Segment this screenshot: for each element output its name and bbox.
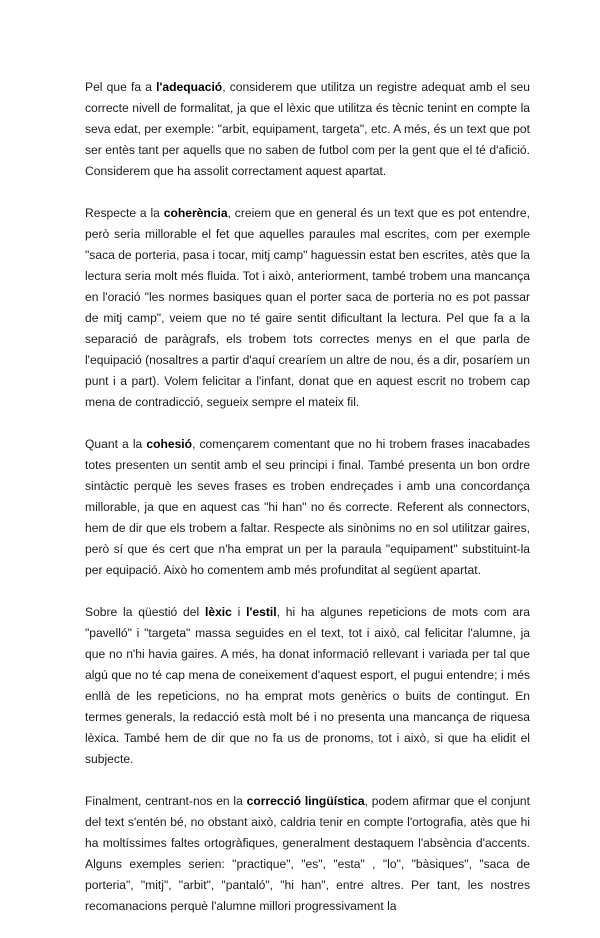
document-body: [85, 77, 530, 938]
paragraph-lexic-estil: [85, 602, 530, 770]
paragraph-text: , considerem que utilitza un registre adequat amb el seu correcte nivell de formalitat, ja que el lèxic que utilitza és tècnic tenint en compte la seva edat, per exemple: "arbit, equipament, targeta", etc. A més, és un text que pot ser entès tant per aquells que no saben de futbol com per la gent que el té d'afició. Considerem que ha assolit correctament aquest apartat.: [85, 80, 530, 178]
paragraph-correccio: [85, 791, 530, 917]
paragraph-text: Sobre la qüestió del: [85, 605, 205, 619]
paragraph-text: , començarem comentant que no hi trobem frases inacabades totes presenten un sentit amb el seu principi i final. També presenta un bon ordre sintàctic perquè les seves frases es troben endreçades i amb una concordança millorable, ja que en aquest cas "hi han" no és correcte. Referent als connectors, hem de dir que els trobem a faltar. Respecte als sinònims no en sol utilitzar gaires, però sí que és cert que n'ha emprat un per la paraula "equipament" substituint-la per equipació. Això ho comentem amb més profunditat al següent apartat.: [85, 437, 530, 577]
paragraph-text: Finalment, centrant-nos en la: [85, 794, 247, 808]
bold-term-coherencia: coherència: [163, 206, 228, 220]
bold-term-lexic: lèxic: [204, 605, 232, 619]
bold-term-estil: l'estil: [246, 605, 277, 619]
paragraph-text: Pel que fa a: [85, 80, 157, 94]
bold-term-adequacio: l'adequació: [156, 80, 223, 94]
paragraph-text: Quant a la: [85, 437, 147, 451]
paragraph-text: , creiem que en general és un text que es pot entendre, però seria millorable el fet que aquelles paraules mal escrites, com per exemple "saca de porteria, pasa i tocar, mitj camp" haguessin estat ben escrites, atès que la lectura seria molt més fluida. Tot i això, anteriorment, també trobem una mancança en l'oració "les normes basiques quan el porter saca de porteria no es pot passar de mitj camp", veiem que no té gaire sentit dificultant la lectura. Pel que fa a la separació de paràgrafs, els trobem tots correctes menys en el que parla de l'equipació (nosaltres a partir d'aquí crearíem un altre de nou, és a dir, posaríem un punt i a part). Volem felicitar a l'infant, donat que en aquest escrit no trobem cap mena de contradicció, segueix sempre el mateix fil.: [85, 206, 531, 409]
bold-term-correccio: correcció lingüística: [246, 794, 365, 808]
paragraph-text: Respecte a la: [85, 206, 164, 220]
paragraph-text: i: [231, 605, 247, 619]
paragraph-text: , podem afirmar que el conjunt del text s'entén bé, no obstant això, caldria tenir en compte l'ortografia, atès que hi ha moltíssimes faltes ortogràfiques, generalment destaquem l'absència d'accents. Alguns exemples serien: "practique", "es", "esta" , "lo", "bàsiques", "saca de porteria", "mitj", "arbit", "pantaló", "hi han", entre altres. Per tant, les nostres recomanacions perquè l'alumne millori progressivament la: [85, 794, 531, 913]
paragraph-cohesio: [85, 434, 530, 581]
bold-term-cohesio: cohesió: [146, 437, 193, 451]
paragraph-text: , hi ha algunes repeticions de mots com ara "pavelló" i "targeta" massa seguides en el text, tot i això, cal felicitar l'alumne, ja que no n'hi havia gaires. A més, ha donat informació rellevant i variada per tal que algú que no té cap mena de coneixement d'aquest esport, el pugui entendre; i més enllà de les repeticions, no ha emprat mots genèrics o buits de contingut. En termes generals, la redacció està molt bé i no presenta una mancança de riquesa lèxica. També hem de dir que no fa us de pronoms, tot i això, si que ha elidit el subjecte.: [85, 605, 530, 766]
paragraph-coherencia: [85, 203, 530, 413]
paragraph-adequacio: [85, 77, 530, 182]
